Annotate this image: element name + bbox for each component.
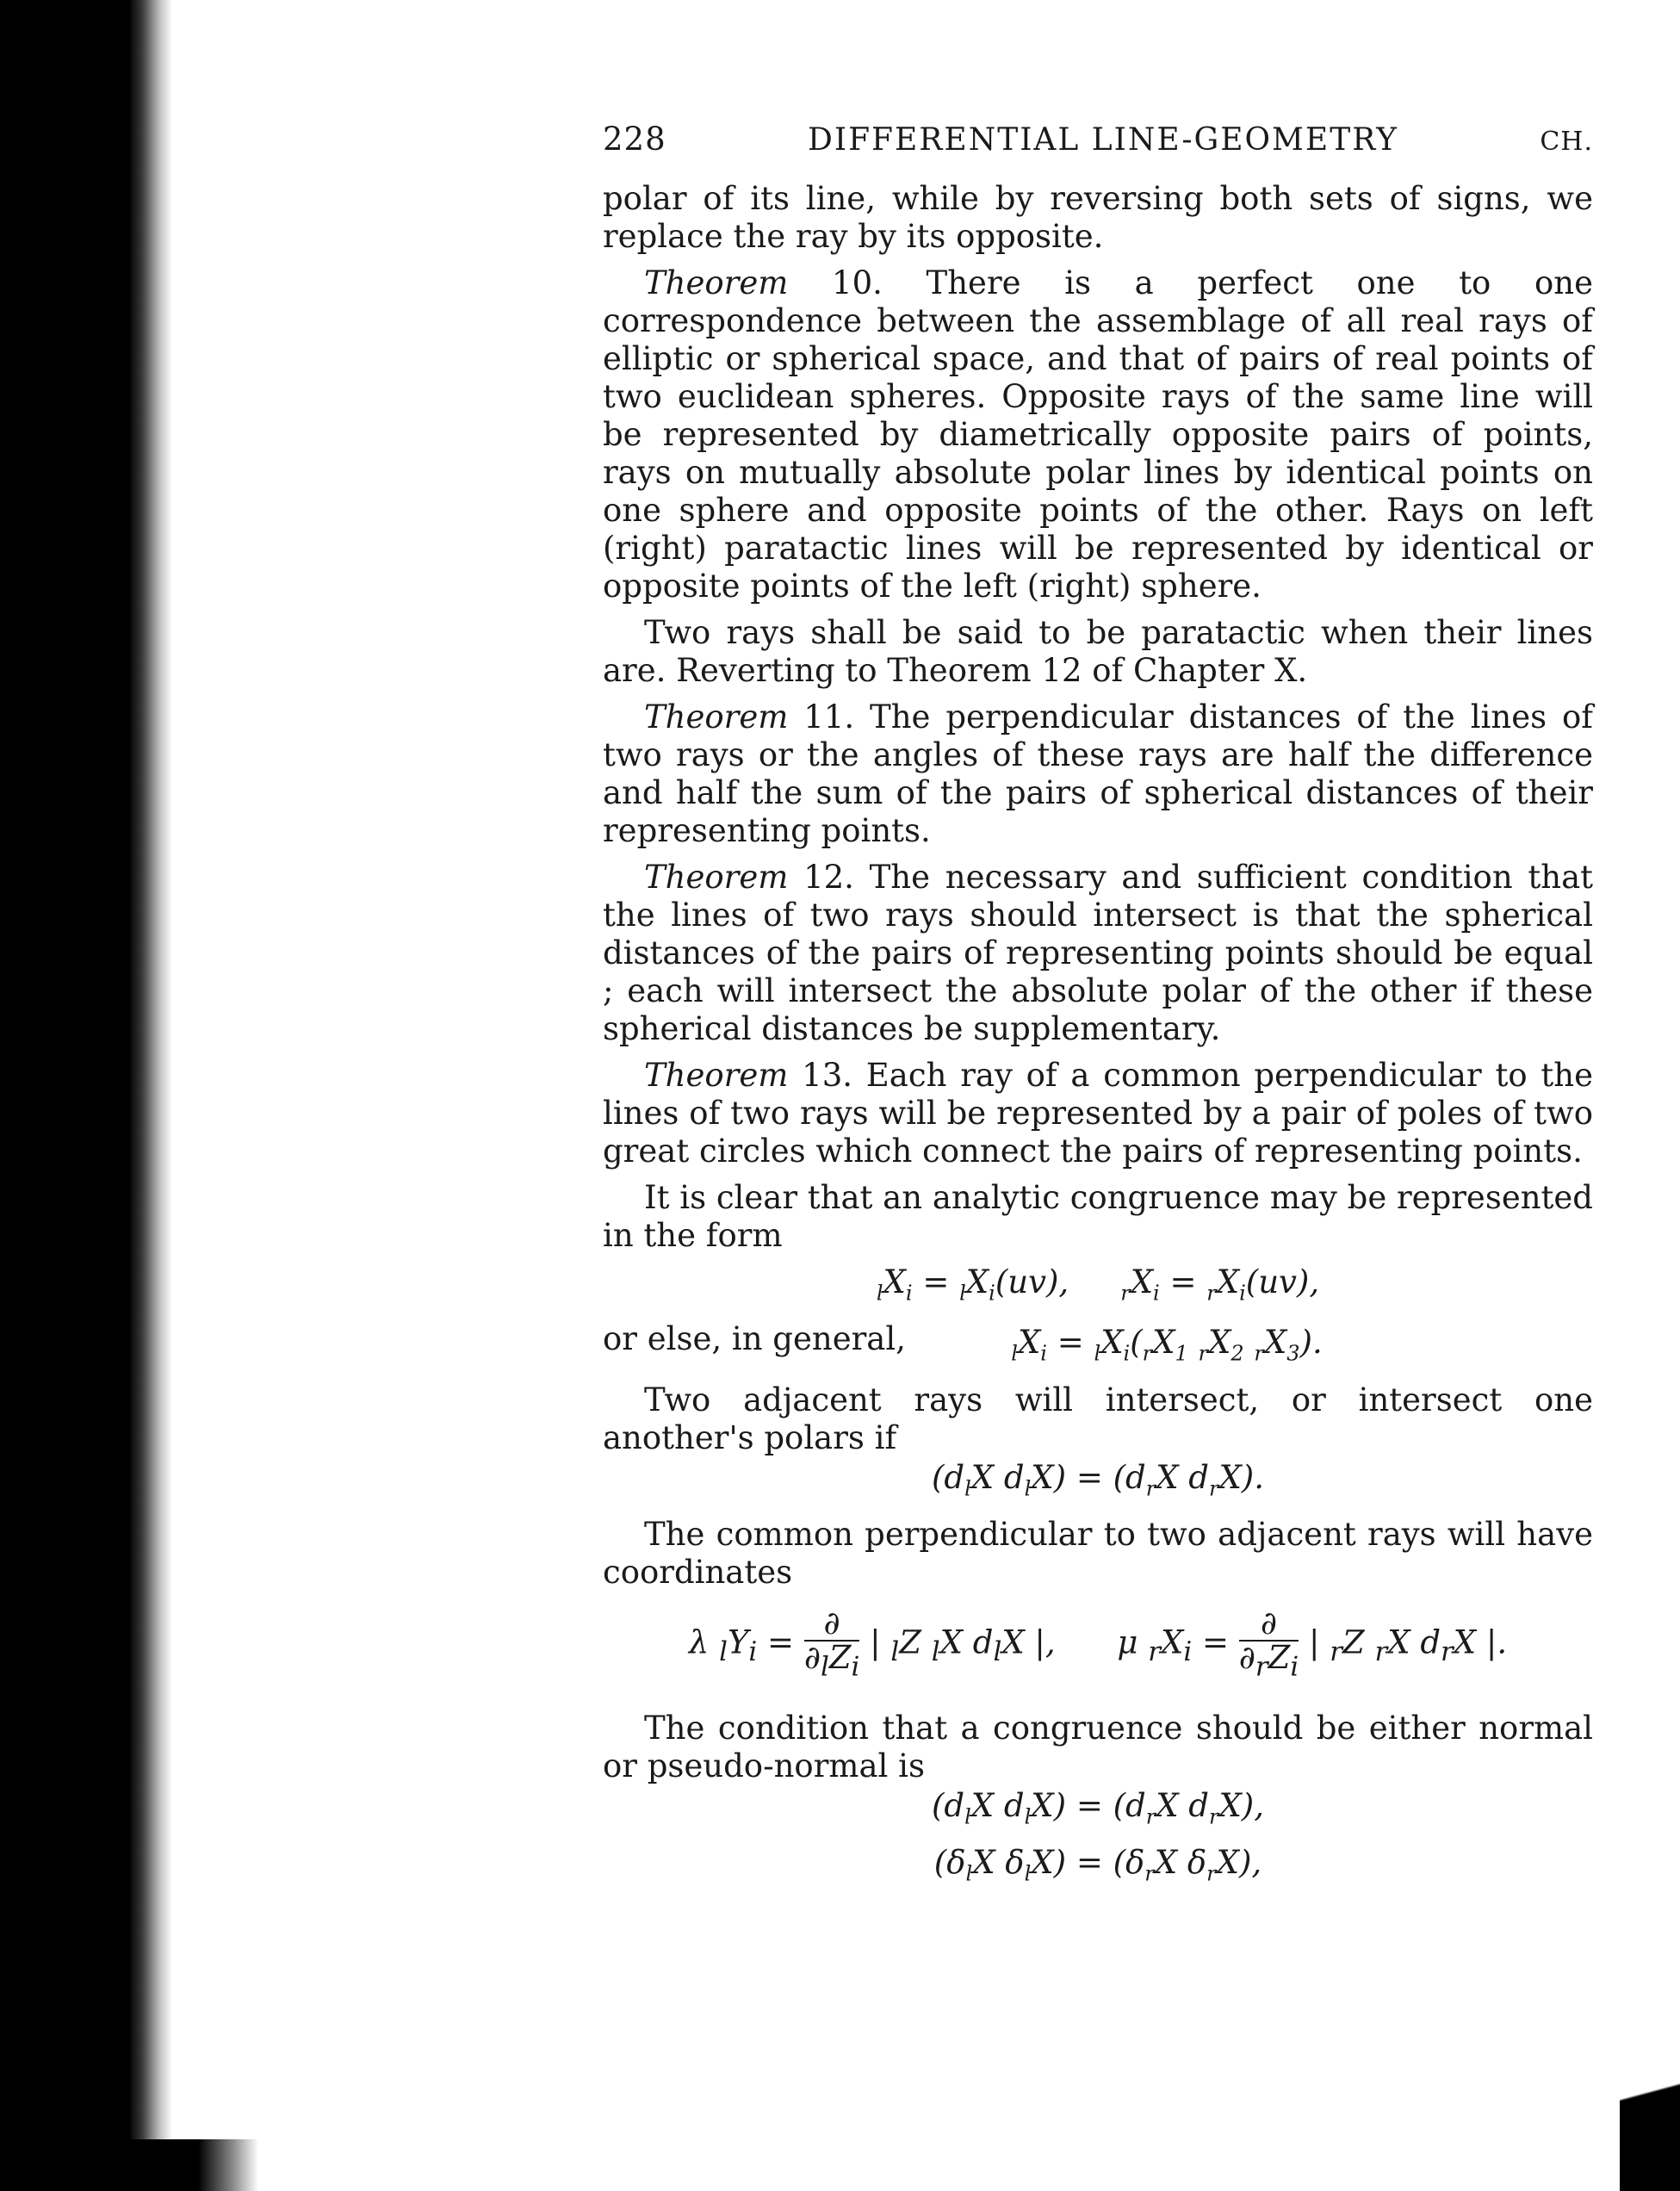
equation-intersection-condition: ($d_lX$ $d_lX) = (d_rX$ $d_rX$). xyxy=(931,1458,1265,1501)
theorem-text: There is a perfect one to one correspondence between the assemblage of all real rays of elliptic or spherical space, and that of pairs of real points of two euclidean spheres. Opposite rays of the same line will be represented by diametrically opposite pairs of points, rays on mutually absolute polar lines by identical points on one sphere and opposite points of the other. Rays on left (right) paratactic lines will be represented by identical or opposite points of the left (right) sphere. xyxy=(603,264,1594,605)
running-header xyxy=(603,121,1593,161)
scan-binding-foot xyxy=(0,2139,258,2191)
paragraph-polar: polar of its line, while by reversing both sets of signs, we replace the ray by its opposite. xyxy=(603,180,1593,255)
running-title: DIFFERENTIAL LINE-GEOMETRY xyxy=(807,122,1398,158)
theorem-label: Theorem xyxy=(644,859,789,896)
theorem-text: Each ray of a common perpendicular to the lines of two rays will be represented by a pair of poles of two great circles which connect the pairs of representing points. xyxy=(603,1057,1593,1170)
theorem-number: 12. xyxy=(788,859,854,896)
theorem-number: 10. xyxy=(788,264,883,301)
book-page xyxy=(603,121,1593,1901)
theorem-label: Theorem xyxy=(644,1057,789,1094)
fraction-partial-left: $\frac{\partial}{\partial_lZ_i}$ xyxy=(803,1604,860,1683)
paragraph-normal-condition: The condition that a congruence should be either normal or pseudo-normal is xyxy=(603,1709,1593,1784)
theorem-13 xyxy=(603,1057,1593,1170)
equation-perpendicular-coordinates: λ $_lY_i$ = $\frac{\partial}{\partial_lZ_i}$ | $_l$Z $_l$X $d_lX$ |, μ $_rX_i$ = $\frac{\partial}{\partial_rZ_i}$ | $_r$Z $_r$X $d_rX$ |. xyxy=(688,1604,1508,1683)
equation-normal-condition-2: ($\delta_lX$ $\delta_lX) = (\delta_rX$ $\delta_rX$), xyxy=(933,1843,1262,1886)
paragraph-general: or else, in general, xyxy=(603,1320,906,1358)
theorem-11 xyxy=(603,698,1593,850)
theorem-label: Theorem xyxy=(644,264,789,301)
equation-general-form: $_lX_i = _lX_i(_rX_1$ $_rX_2$ $_rX_3$). xyxy=(1011,1324,1323,1366)
theorem-number: 11. xyxy=(788,698,855,736)
theorem-10 xyxy=(603,264,1593,605)
theorem-12 xyxy=(603,859,1593,1048)
fraction-partial-right: $\frac{\partial}{\partial_rZ_i}$ xyxy=(1238,1604,1299,1683)
paragraph-analytic-congruence: It is clear that an analytic congruence may be represented in the form xyxy=(603,1179,1593,1254)
theorem-text: The necessary and sufficient condition that the lines of two rays should intersect is that the spherical distances of the pairs of representing points should be equal ; each will intersect the absolute polar of the other if these spherical distances be supplementary. xyxy=(603,859,1593,1047)
paragraph-adjacent-rays: Two adjacent rays will intersect, or intersect one another's polars if xyxy=(603,1381,1593,1456)
paragraph-paratactic: Two rays shall be said to be paratactic when their lines are. Reverting to Theorem 12 of Chapter X. xyxy=(603,614,1593,689)
theorem-label: Theorem xyxy=(644,698,789,736)
equation-congruence-form: $_lX_i = _lX_i(uv)$, $_rX_i = _rX_i(uv)$, xyxy=(876,1263,1320,1306)
paragraph-common-perpendicular: The common perpendicular to two adjacent rays will have coordinates xyxy=(603,1516,1593,1592)
scan-corner-shadow xyxy=(1620,1967,1680,2191)
equation-normal-condition-1: ($d_lX$ $d_lX) = (d_rX$ $d_rX$), xyxy=(931,1786,1265,1828)
theorem-text: The perpendicular distances of the lines of two rays or the angles of these rays are half the difference and half the sum of the pairs of spherical distances of their representing points. xyxy=(603,698,1593,849)
chapter-mark: CH. xyxy=(1540,127,1593,157)
theorem-number: 13. xyxy=(788,1057,852,1094)
page-number: 228 xyxy=(603,121,666,158)
scan-binding-shadow xyxy=(0,0,172,2191)
